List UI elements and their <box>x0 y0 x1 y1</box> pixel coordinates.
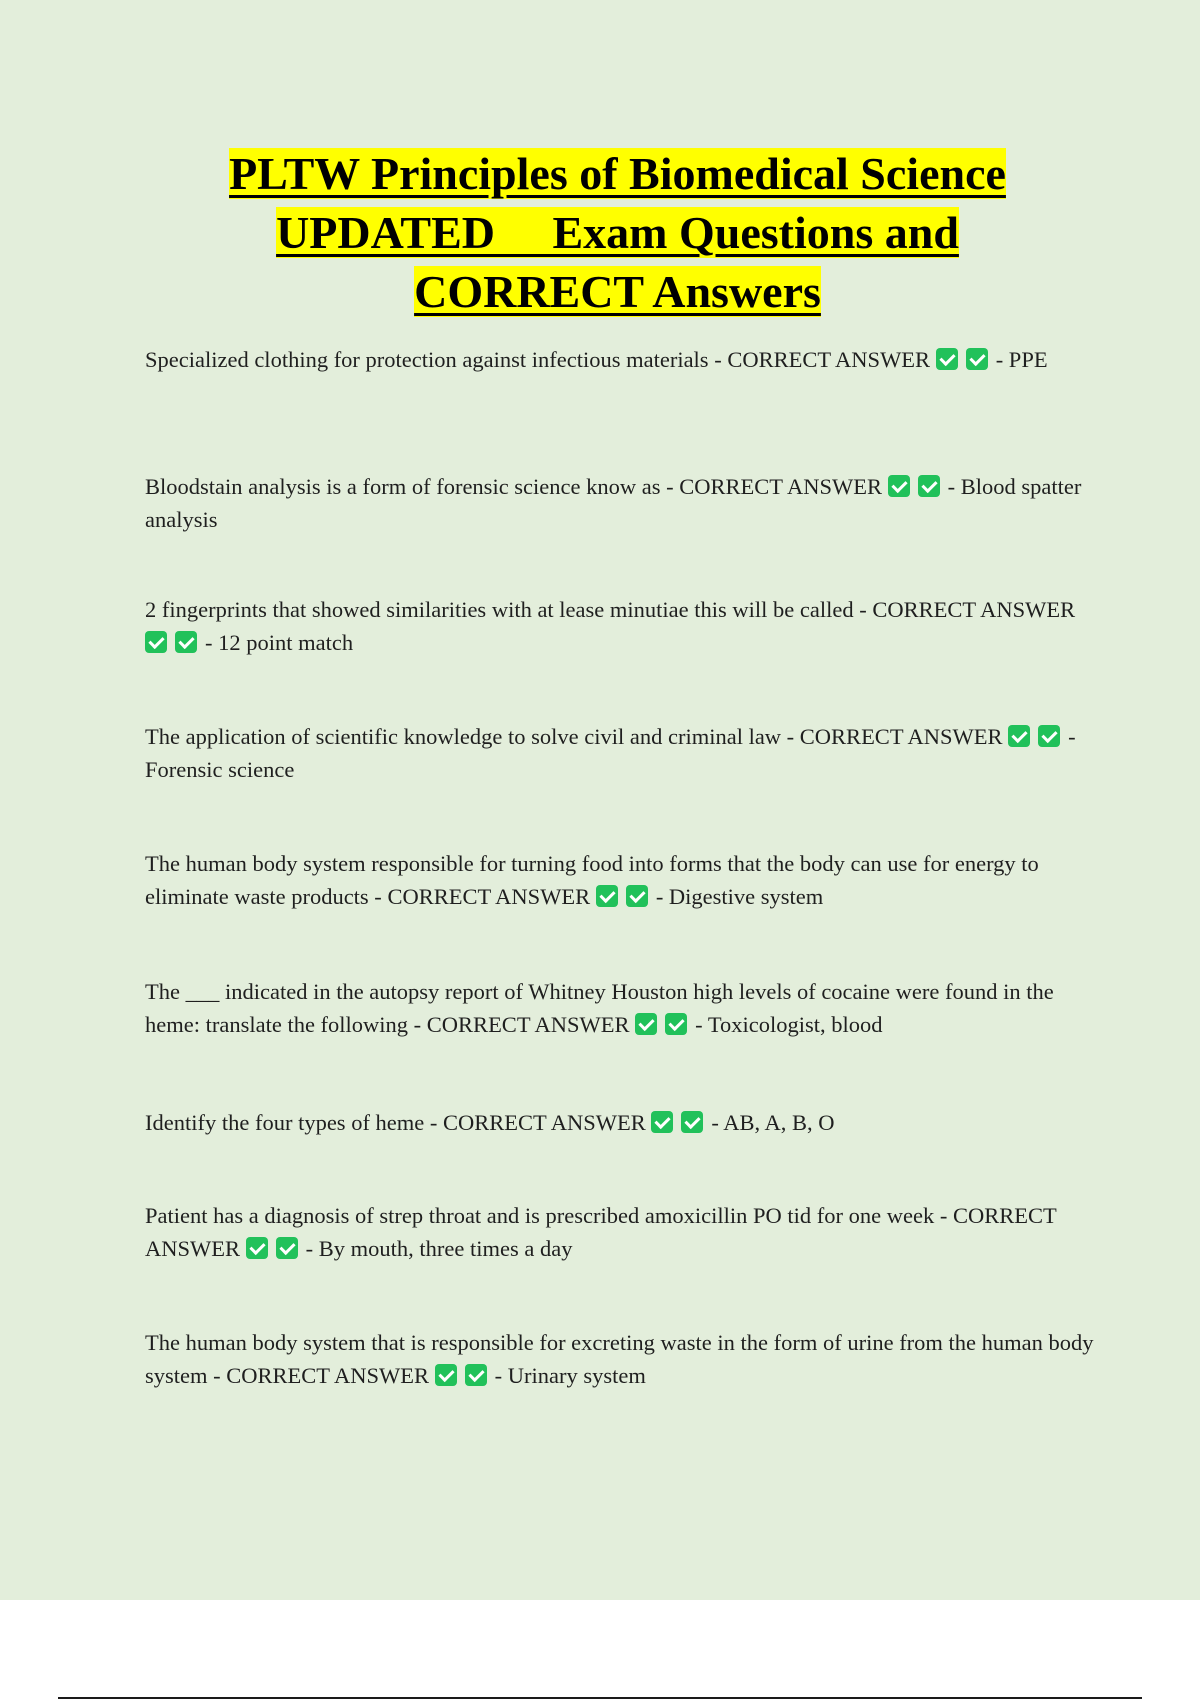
answer-text: - PPE <box>995 347 1048 372</box>
title-line-2: UPDATED Exam Questions and <box>276 207 959 258</box>
check-box-icon <box>681 1111 703 1133</box>
qa-item-6 <box>145 975 1095 1041</box>
question-text: Identify the four types of heme - <box>145 1110 444 1135</box>
answer-marker: CORRECT ANSWER <box>727 347 931 372</box>
question-text: Patient has a diagnosis of strep throat and is prescribed amoxicillin PO tid for one week - <box>145 1203 953 1228</box>
question-text: The application of scientific knowledge to solve civil and criminal law - <box>145 724 800 749</box>
check-box-icon <box>276 1237 298 1259</box>
answer-text: - Toxicologist, blood <box>695 1012 883 1037</box>
answer-marker: CORRECT ANSWER <box>426 1012 630 1037</box>
answer-marker: CORRECT ANSWER <box>443 1110 646 1135</box>
check-box-icon <box>665 1013 687 1035</box>
answer-marker: CORRECT ANSWER <box>145 1203 1057 1261</box>
check-box-icon <box>626 885 648 907</box>
answer-marker: CORRECT ANSWER <box>679 474 882 499</box>
qa-item-4 <box>145 720 1095 786</box>
qa-item-1 <box>145 343 1095 376</box>
check-box-icon <box>246 1237 268 1259</box>
check-box-icon <box>1008 725 1030 747</box>
question-text: Bloodstain analysis is a form of forensic science know as - <box>145 474 680 499</box>
check-box-icon <box>145 631 167 653</box>
answer-text: - By mouth, three times a day <box>305 1236 573 1261</box>
question-text: The ___ indicated in the autopsy report of Whitney Houston high levels of cocaine were found in the heme: translate the following - <box>145 979 1054 1037</box>
question-text: Specialized clothing for protection against infectious materials - <box>145 347 728 372</box>
qa-item-3 <box>145 593 1095 659</box>
check-box-icon <box>175 631 197 653</box>
answer-text: - Forensic science <box>145 724 1076 782</box>
answer-text: - Blood spatter analysis <box>145 474 1082 532</box>
answer-text: - Urinary system <box>494 1363 646 1388</box>
check-box-icon <box>888 475 910 497</box>
answer-marker: CORRECT ANSWER <box>226 1363 429 1388</box>
qa-item-9 <box>145 1326 1095 1392</box>
answer-marker: CORRECT ANSWER <box>799 724 1003 749</box>
answer-marker: CORRECT ANSWER <box>872 597 1076 622</box>
check-box-icon <box>596 885 618 907</box>
footer-divider <box>58 1697 1142 1699</box>
check-box-icon <box>635 1013 657 1035</box>
title-line-1: PLTW Principles of Biomedical Science <box>229 148 1006 199</box>
check-box-icon <box>936 348 958 370</box>
answer-text: - AB, A, B, O <box>711 1110 835 1135</box>
question-text: 2 fingerprints that showed similarities with at lease minutiae this will be called - <box>145 597 873 622</box>
answer-text: - Digestive system <box>655 884 824 909</box>
title-line-3: CORRECT Answers <box>414 266 821 317</box>
qa-item-7 <box>145 1106 1095 1139</box>
qa-item-8 <box>145 1199 1095 1265</box>
document-title <box>60 144 1175 321</box>
qa-item-2 <box>145 470 1095 536</box>
check-box-icon <box>651 1111 673 1133</box>
qa-item-5 <box>145 847 1095 913</box>
question-text: The human body system that is responsible for excreting waste in the form of urine from the human body system - <box>145 1330 1094 1388</box>
check-box-icon <box>435 1364 457 1386</box>
check-box-icon <box>1038 725 1060 747</box>
question-text: The human body system responsible for turning food into forms that the body can use for energy to eliminate waste products - <box>145 851 1039 909</box>
answer-text: - 12 point match <box>205 630 354 655</box>
check-box-icon <box>966 348 988 370</box>
answer-marker: CORRECT ANSWER <box>387 884 591 909</box>
check-box-icon <box>465 1364 487 1386</box>
check-box-icon <box>918 475 940 497</box>
